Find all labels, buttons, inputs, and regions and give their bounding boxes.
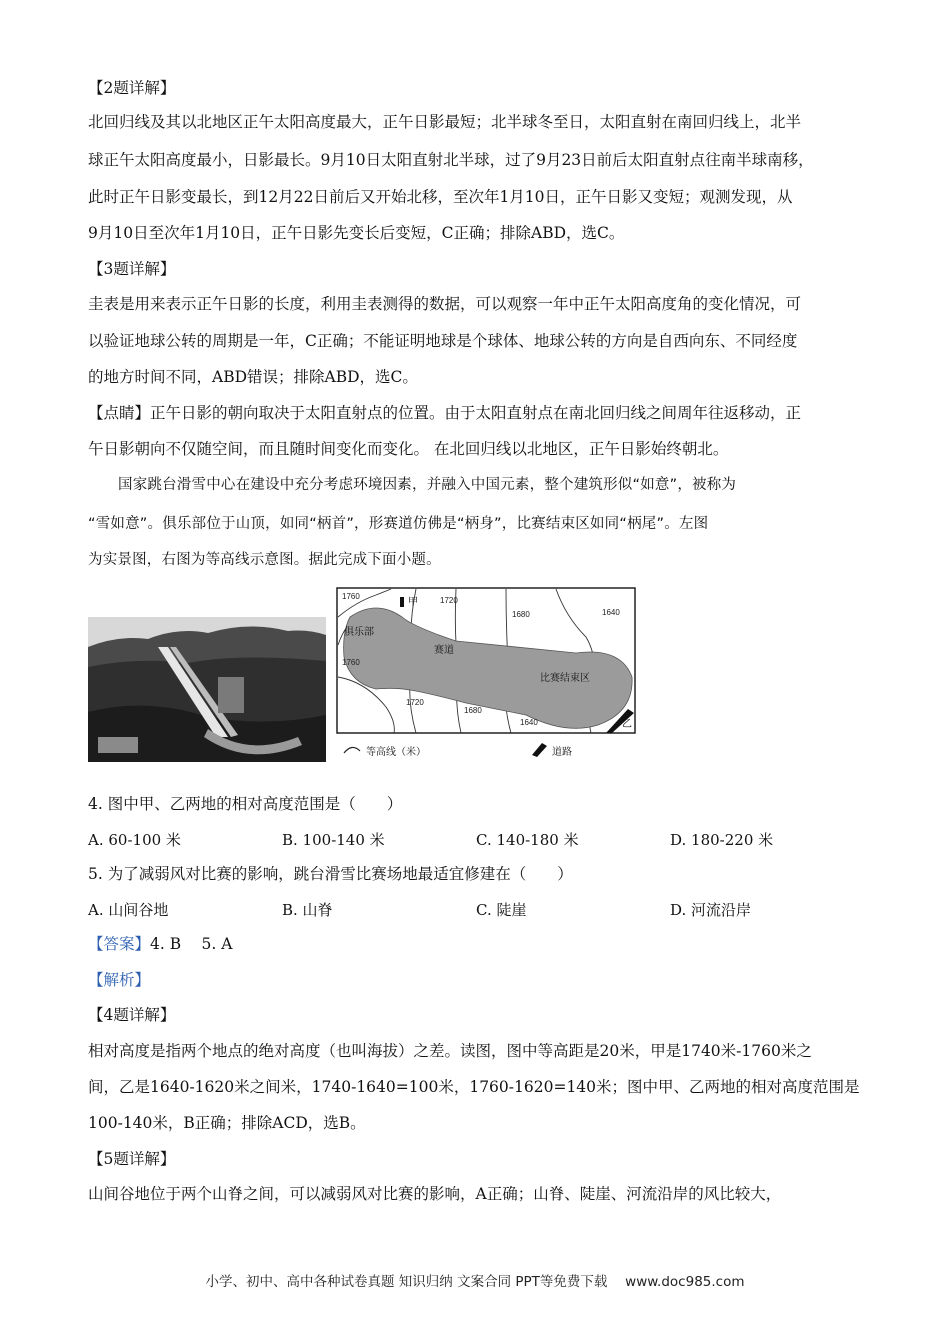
jia-label: 甲 bbox=[408, 597, 418, 608]
section-5-heading: 【5题详解】 bbox=[88, 1150, 176, 1168]
section-2-line: 此时正午日影变最长，到12月22日前后又开始北移，至次年1月10日，正午日影又变短；观测发现，从 bbox=[88, 188, 793, 206]
section-4-line: 100-140米，B正确；排除ACD，选B。 bbox=[88, 1114, 366, 1132]
q5-option-a: A. 山间谷地 bbox=[88, 901, 169, 919]
analysis-label: 【解析】 bbox=[88, 971, 151, 989]
q5-option-d: D. 河流沿岸 bbox=[670, 901, 752, 919]
road-legend-icon bbox=[532, 743, 547, 757]
q5-option-c: C. 陡崖 bbox=[476, 901, 527, 919]
stem-line: “雪如意”。俱乐部位于山顶，如同“柄首”，形赛道仿佛是“柄身”，比赛结束区如同“柄尾”。左图 bbox=[88, 516, 709, 532]
tip-line: 午日影朝向不仅随空间，而且随时间变化而变化。 在北回归线以北地区，正午日影始终朝北。 bbox=[88, 440, 729, 458]
contour-label: 1640 bbox=[602, 608, 620, 617]
section-3-line: 的地方时间不同，ABD错误；排除ABD，选C。 bbox=[88, 368, 418, 386]
answer-row bbox=[88, 934, 232, 954]
finish-area-label: 比赛结束区 bbox=[540, 673, 590, 684]
section-2-line: 9月10日至次年1月10日，正午日影先变长后变短，C正确；排除ABD，选C。 bbox=[88, 224, 625, 242]
contour-label: 1720 bbox=[440, 596, 458, 605]
contour-label: 1720 bbox=[406, 698, 424, 707]
section-4-heading: 【4题详解】 bbox=[88, 1006, 176, 1024]
legend-contour-label: 等高线（米） bbox=[366, 747, 426, 758]
jia-marker bbox=[400, 597, 404, 607]
legend-road-label: 道路 bbox=[552, 747, 572, 758]
yi-label: 乙 bbox=[622, 719, 632, 730]
section-4-line: 相对高度是指两个地点的绝对高度（也叫海拔）之差。读图，图中等高距是20米，甲是1740米-1760米之 bbox=[88, 1042, 812, 1060]
page-footer: 小学、初中、高中各种试卷真题 知识归纳 文案合同 PPT等免费下载 www.doc985.com bbox=[205, 1274, 745, 1290]
section-4-line: 间，乙是1640-1620米之间米，1740-1640=100米，1760-1620=140米；图中甲、乙两地的相对高度范围是 bbox=[88, 1078, 860, 1096]
section-3-line: 以验证地球公转的周期是一年，C正确；不能证明地球是个球体、地球公转的方向是自西向东、不同经度 bbox=[88, 332, 798, 350]
answer-value: 4. B 5. A bbox=[150, 935, 233, 953]
contour-label: 1760 bbox=[342, 658, 360, 667]
section-3-line: 圭表是用来表示正午日影的长度，利用圭表测得的数据，可以观察一年中正午太阳高度角的变化情况，可 bbox=[88, 295, 802, 313]
q4-option-d: D. 180-220 米 bbox=[670, 831, 774, 849]
contour-label: 1680 bbox=[512, 610, 530, 619]
section-3-heading: 【3题详解】 bbox=[88, 260, 176, 278]
contour-label: 1640 bbox=[520, 718, 538, 727]
answer-label: 【答案】 bbox=[88, 935, 151, 953]
stem-line: 为实景图，右图为等高线示意图。据此完成下面小题。 bbox=[88, 552, 441, 568]
contour-legend-icon bbox=[344, 747, 360, 753]
stem-line: 国家跳台滑雪中心在建设中充分考虑环境因素，并融入中国元素，整个建筑形似“如意”，被称为 bbox=[118, 477, 737, 493]
tip-line: 【点睛】正午日影的朝向取决于太阳直射点的位置。由于太阳直射点在南北回归线之间周年往返移动，正 bbox=[88, 404, 802, 422]
contour-label: 1680 bbox=[464, 706, 482, 715]
question-4: 4. 图中甲、乙两地的相对高度范围是（ ） bbox=[88, 795, 403, 813]
q4-option-b: B. 100-140 米 bbox=[282, 831, 385, 849]
ski-jump-photo bbox=[88, 617, 326, 762]
q5-option-b: B. 山脊 bbox=[282, 901, 333, 919]
question-5: 5. 为了减弱风对比赛的影响，跳台滑雪比赛场地最适宜修建在（ ） bbox=[88, 865, 573, 883]
q4-option-a: A. 60-100 米 bbox=[88, 831, 181, 849]
contour-label: 1760 bbox=[342, 592, 360, 601]
section-2-line: 球正午太阳高度最小，日影最长。9月10日太阳直射北半球，过了9月23日前后太阳直射点往南半球南移， bbox=[88, 151, 814, 169]
contour-map bbox=[336, 587, 636, 762]
q4-option-c: C. 140-180 米 bbox=[476, 831, 579, 849]
section-5-line: 山间谷地位于两个山脊之间，可以减弱风对比赛的影响，A正确；山脊、陡崖、河流沿岸的风比较大， bbox=[88, 1185, 782, 1203]
section-2-heading: 【2题详解】 bbox=[88, 79, 176, 97]
track-label: 赛道 bbox=[434, 645, 454, 656]
section-2-line: 北回归线及其以北地区正午太阳高度最大，正午日影最短；北半球冬至日，太阳直射在南回归线上，北半 bbox=[88, 113, 802, 131]
club-label: 俱乐部 bbox=[344, 627, 374, 638]
